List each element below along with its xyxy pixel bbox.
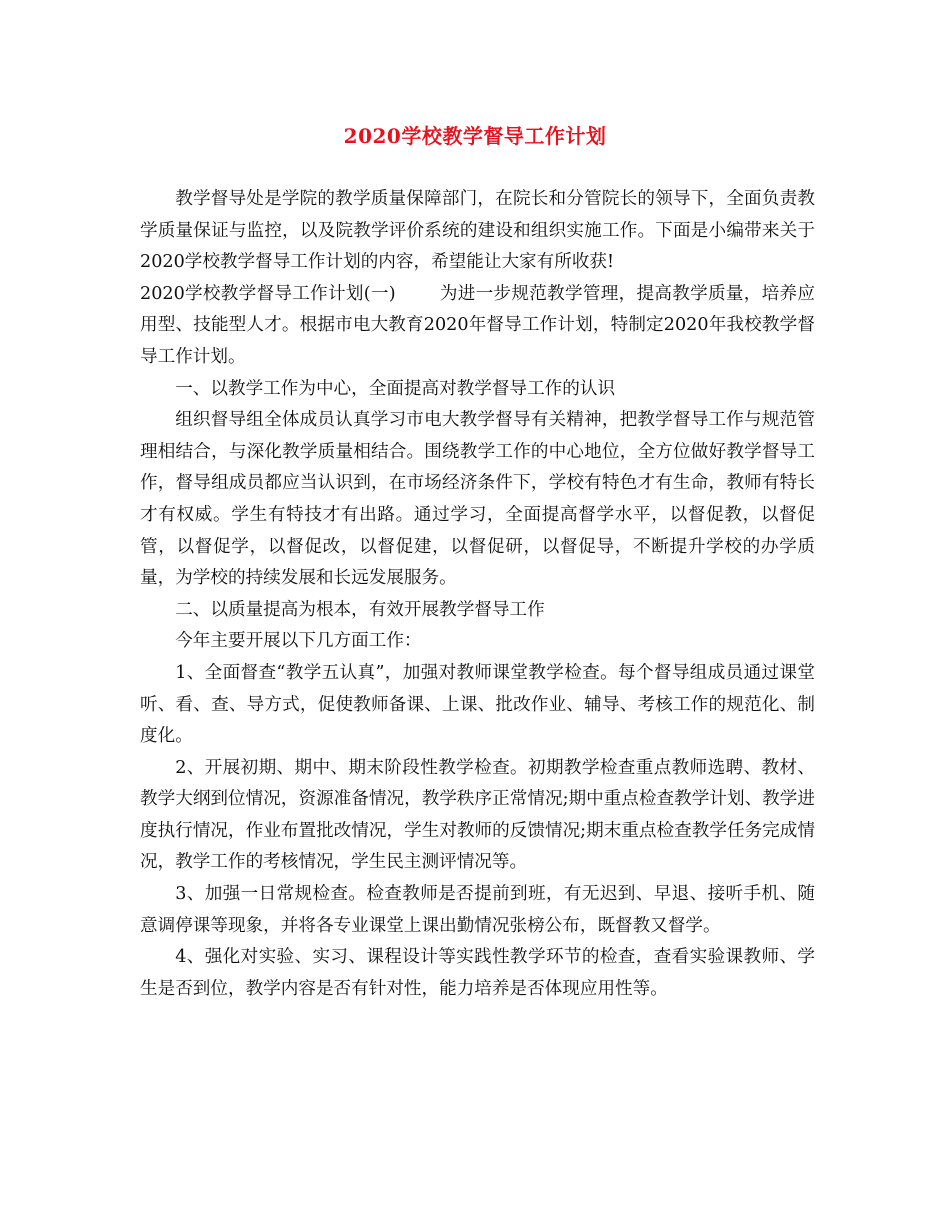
part-paragraph [140,279,815,374]
document-body [140,184,815,1005]
section1-body: 组织督导组全体成员认真学习市电大教学督导有关精神，把教学督导工作与规范管理相结合，与深化教学质量相结合。围绕教学工作的中心地位，全方位做好教学督导工作，督导组成员都应当认识到，在市场经济条件下，学校有特色才有生命，教师有特长才有权威。学生有特技才有出路。通过学习，全面提高督学水平，以督促教，以督促管，以督促学，以督促改，以督促建，以督促研，以督促导，不断提升学校的办学质量，为学校的持续发展和长远发展服务。 [140,410,815,589]
list-item: 1、全面督查“教学五认真”，加强对教师课堂教学检查。每个督导组成员通过课堂听、看、查、导方式，促使教师备课、上课、批改作业、辅导、考核工作的规范化、制度化。 [140,662,815,747]
document-title: 2020学校教学督导工作计划 [343,124,607,148]
section1-heading: 一、以教学工作为中心，全面提高对教学督导工作的认识 [175,378,616,399]
section2-heading: 二、以质量提高为根本，有效开展教学督导工作 [175,599,545,620]
intro-paragraph: 教学督导处是学院的教学质量保障部门，在院长和分管院长的领导下，全面负责教学质量保证与监控，以及院教学评价系统的建设和组织实施工作。下面是小编带来关于2020学校教学督导工作计划的内容，希望能让大家有所收获! [140,189,815,273]
list-item: 4、强化对实验、实习、课程设计等实践性教学环节的检查，查看实验课教师、学生是否到位，教学内容是否有针对性，能力培养是否体现应用性等。 [140,947,815,999]
part-intro: 为进一步规范教学管理，提高教学质量，培养应用型、技能型人才。根据市电大教育2020年督导工作计划，特制定2020年我校教学督导工作计划。 [140,283,815,367]
list-item: 2、开展初期、期中、期末阶段性教学检查。初期教学检查重点教师选聘、教材、教学大纲到位情况，资源准备情况，教学秩序正常情况;期中重点检查教学计划、教学进度执行情况，作业布置批改情况，学生对教师的反馈情况;期末重点检查教学任务完成情况，教学工作的考核情况，学生民主测评情况等。 [140,757,815,873]
section2-intro: 今年主要开展以下几方面工作： [175,631,422,652]
list-item: 3、加强一日常规检查。检查教师是否提前到班，有无迟到、早退、接听手机、随意调停课等现象，并将各专业课堂上课出勤情况张榜公布，既督教又督学。 [140,884,815,936]
part-heading: 2020学校教学督导工作计划(一) [140,283,396,304]
